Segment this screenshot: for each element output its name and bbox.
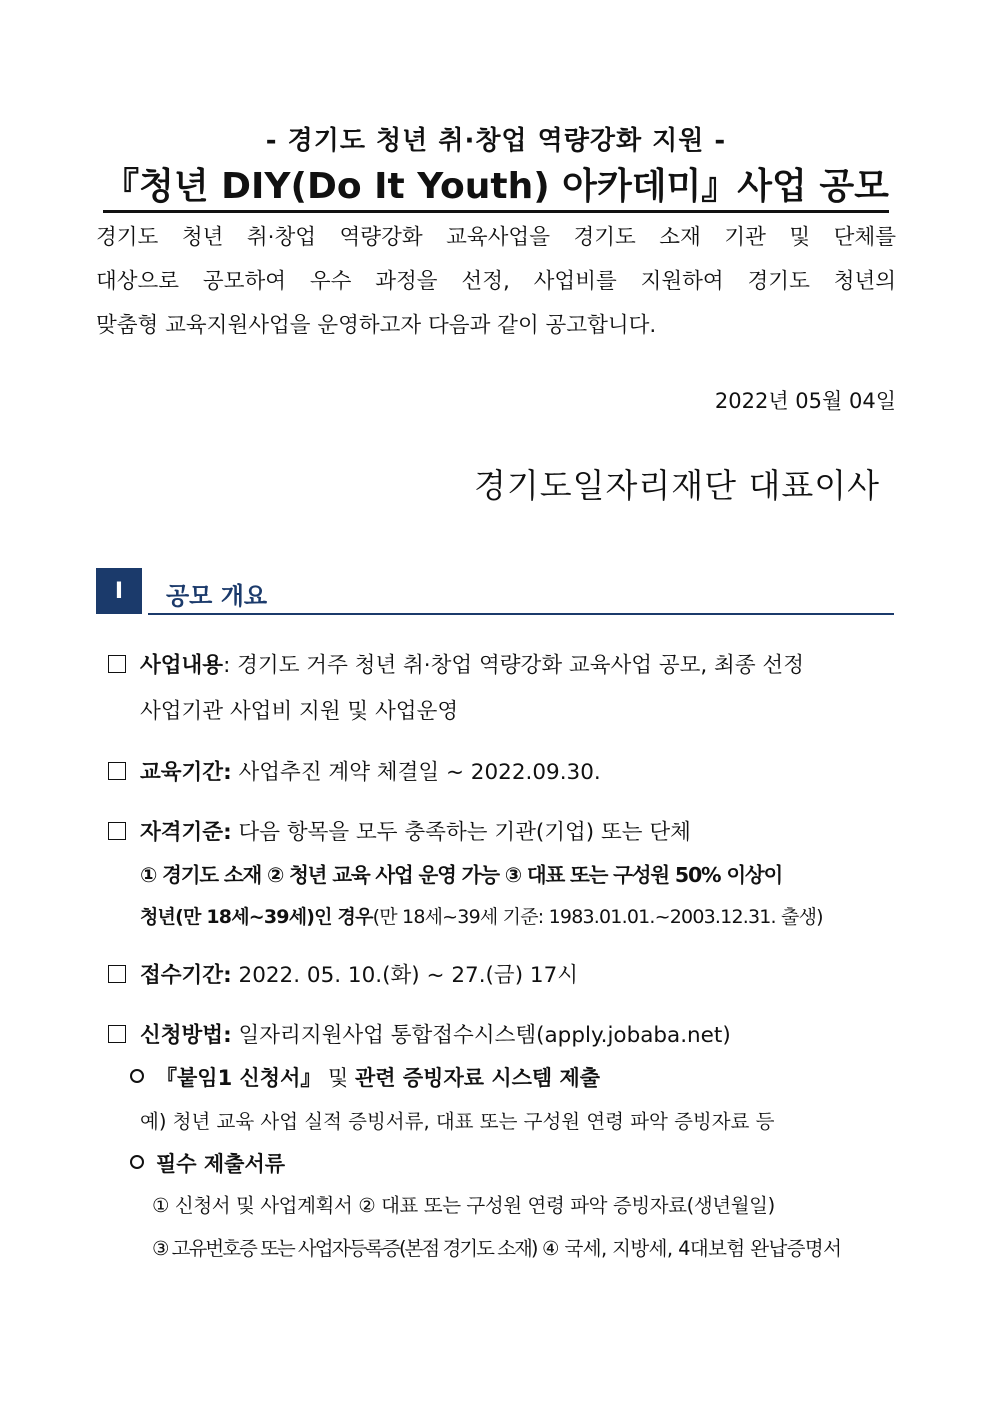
item-period [108,755,601,786]
required-documents-heading [130,1148,285,1178]
application-submission [130,1062,600,1092]
section-rule [148,613,894,615]
conjunction-text: 및 [321,1066,355,1090]
application-example: 예) 청년 교육 사업 실적 증빙서류, 대표 또는 구성원 연령 파악 증빙자료 등 [140,1110,775,1133]
document-title: 『청년 DIY(Do It Youth) 아카데미』사업 공모 [103,166,889,207]
section-number-badge: I [96,568,142,614]
item-business [108,648,804,679]
circle-bullet-icon [130,1155,144,1169]
item-text: 2022. 05. 10.(화) ~ 27.(금) 17시 [231,963,579,988]
checkbox-square-icon [108,762,126,780]
circle-bullet-icon [130,1069,144,1083]
section-header [96,568,894,616]
submission-text: 관련 증빙자료 시스템 제출 [355,1066,601,1090]
qualification-age-note: (만 18세~39세 기준: 1983.01.01.~2003.12.31. 출생) [372,906,823,928]
attachment-label: 『붙임1 신청서』 [156,1066,322,1090]
item-label: 신청방법: [140,1023,232,1048]
item-qualification [108,815,691,846]
item-label: 자격기준: [140,820,232,845]
section-title: 공모 개요 [166,582,268,610]
qualification-age-bold: 청년(만 18세~39세)인 경우 [140,906,373,928]
checkbox-square-icon [108,1025,126,1043]
item-reception [108,958,578,989]
announcement-date: 2022년 05월 04일 [714,389,896,413]
item-text: : 경기도 거주 청년 취·창업 역량강화 교육사업 공모, 최종 선정 [223,653,804,678]
signer: 경기도일자리재단 대표이사 [473,466,880,505]
required-documents-line: ① 신청서 및 사업계획서 ② 대표 또는 구성원 연령 파악 증빙자료(생년월일) [152,1194,775,1217]
item-application [108,1018,731,1049]
qualification-criteria: ① 경기도 소재 ② 청년 교육 사업 운영 가능 ③ 대표 또는 구성원 50% 이상이 [140,863,783,887]
document-subtitle: - 경기도 청년 취·창업 역량강화 지원 - [265,126,727,156]
required-document-item: ③ 고유번호증 또는 사업자등록증(본점 경기도 소재) [152,1237,537,1260]
intro-line: 경기도 청년 취·창업 역량강화 교육사업을 경기도 소재 기관 및 단체를 [96,225,896,250]
required-documents-label: 필수 제출서류 [156,1152,286,1176]
qualification-age-line [140,902,823,929]
title-underline [103,210,889,213]
required-documents-line [152,1233,841,1261]
intro-line: 대상으로 공모하여 우수 과정을 선정, 사업비를 지원하여 경기도 청년의 [96,269,896,294]
item-business-continuation: 사업기관 사업비 지원 및 사업운영 [140,699,459,724]
intro-line: 맞춤형 교육지원사업을 운영하고자 다음과 같이 공고합니다. [96,313,657,338]
item-label: 교육기간: [140,760,232,785]
required-document-item: ④ 국세, 지방세, 4대보험 완납증명서 [536,1237,842,1260]
checkbox-square-icon [108,655,126,673]
item-text: 일자리지원사업 통합접수시스템(apply.jobaba.net) [231,1023,731,1048]
item-text: 사업추진 계약 체결일 ~ 2022.09.30. [231,760,601,785]
intro-paragraph [96,216,896,348]
checkbox-square-icon [108,965,126,983]
checkbox-square-icon [108,822,126,840]
item-label: 사업내용 [140,653,224,678]
item-label: 접수기간: [140,963,232,988]
item-text: 다음 항목을 모두 충족하는 기관(기업) 또는 단체 [231,820,691,845]
